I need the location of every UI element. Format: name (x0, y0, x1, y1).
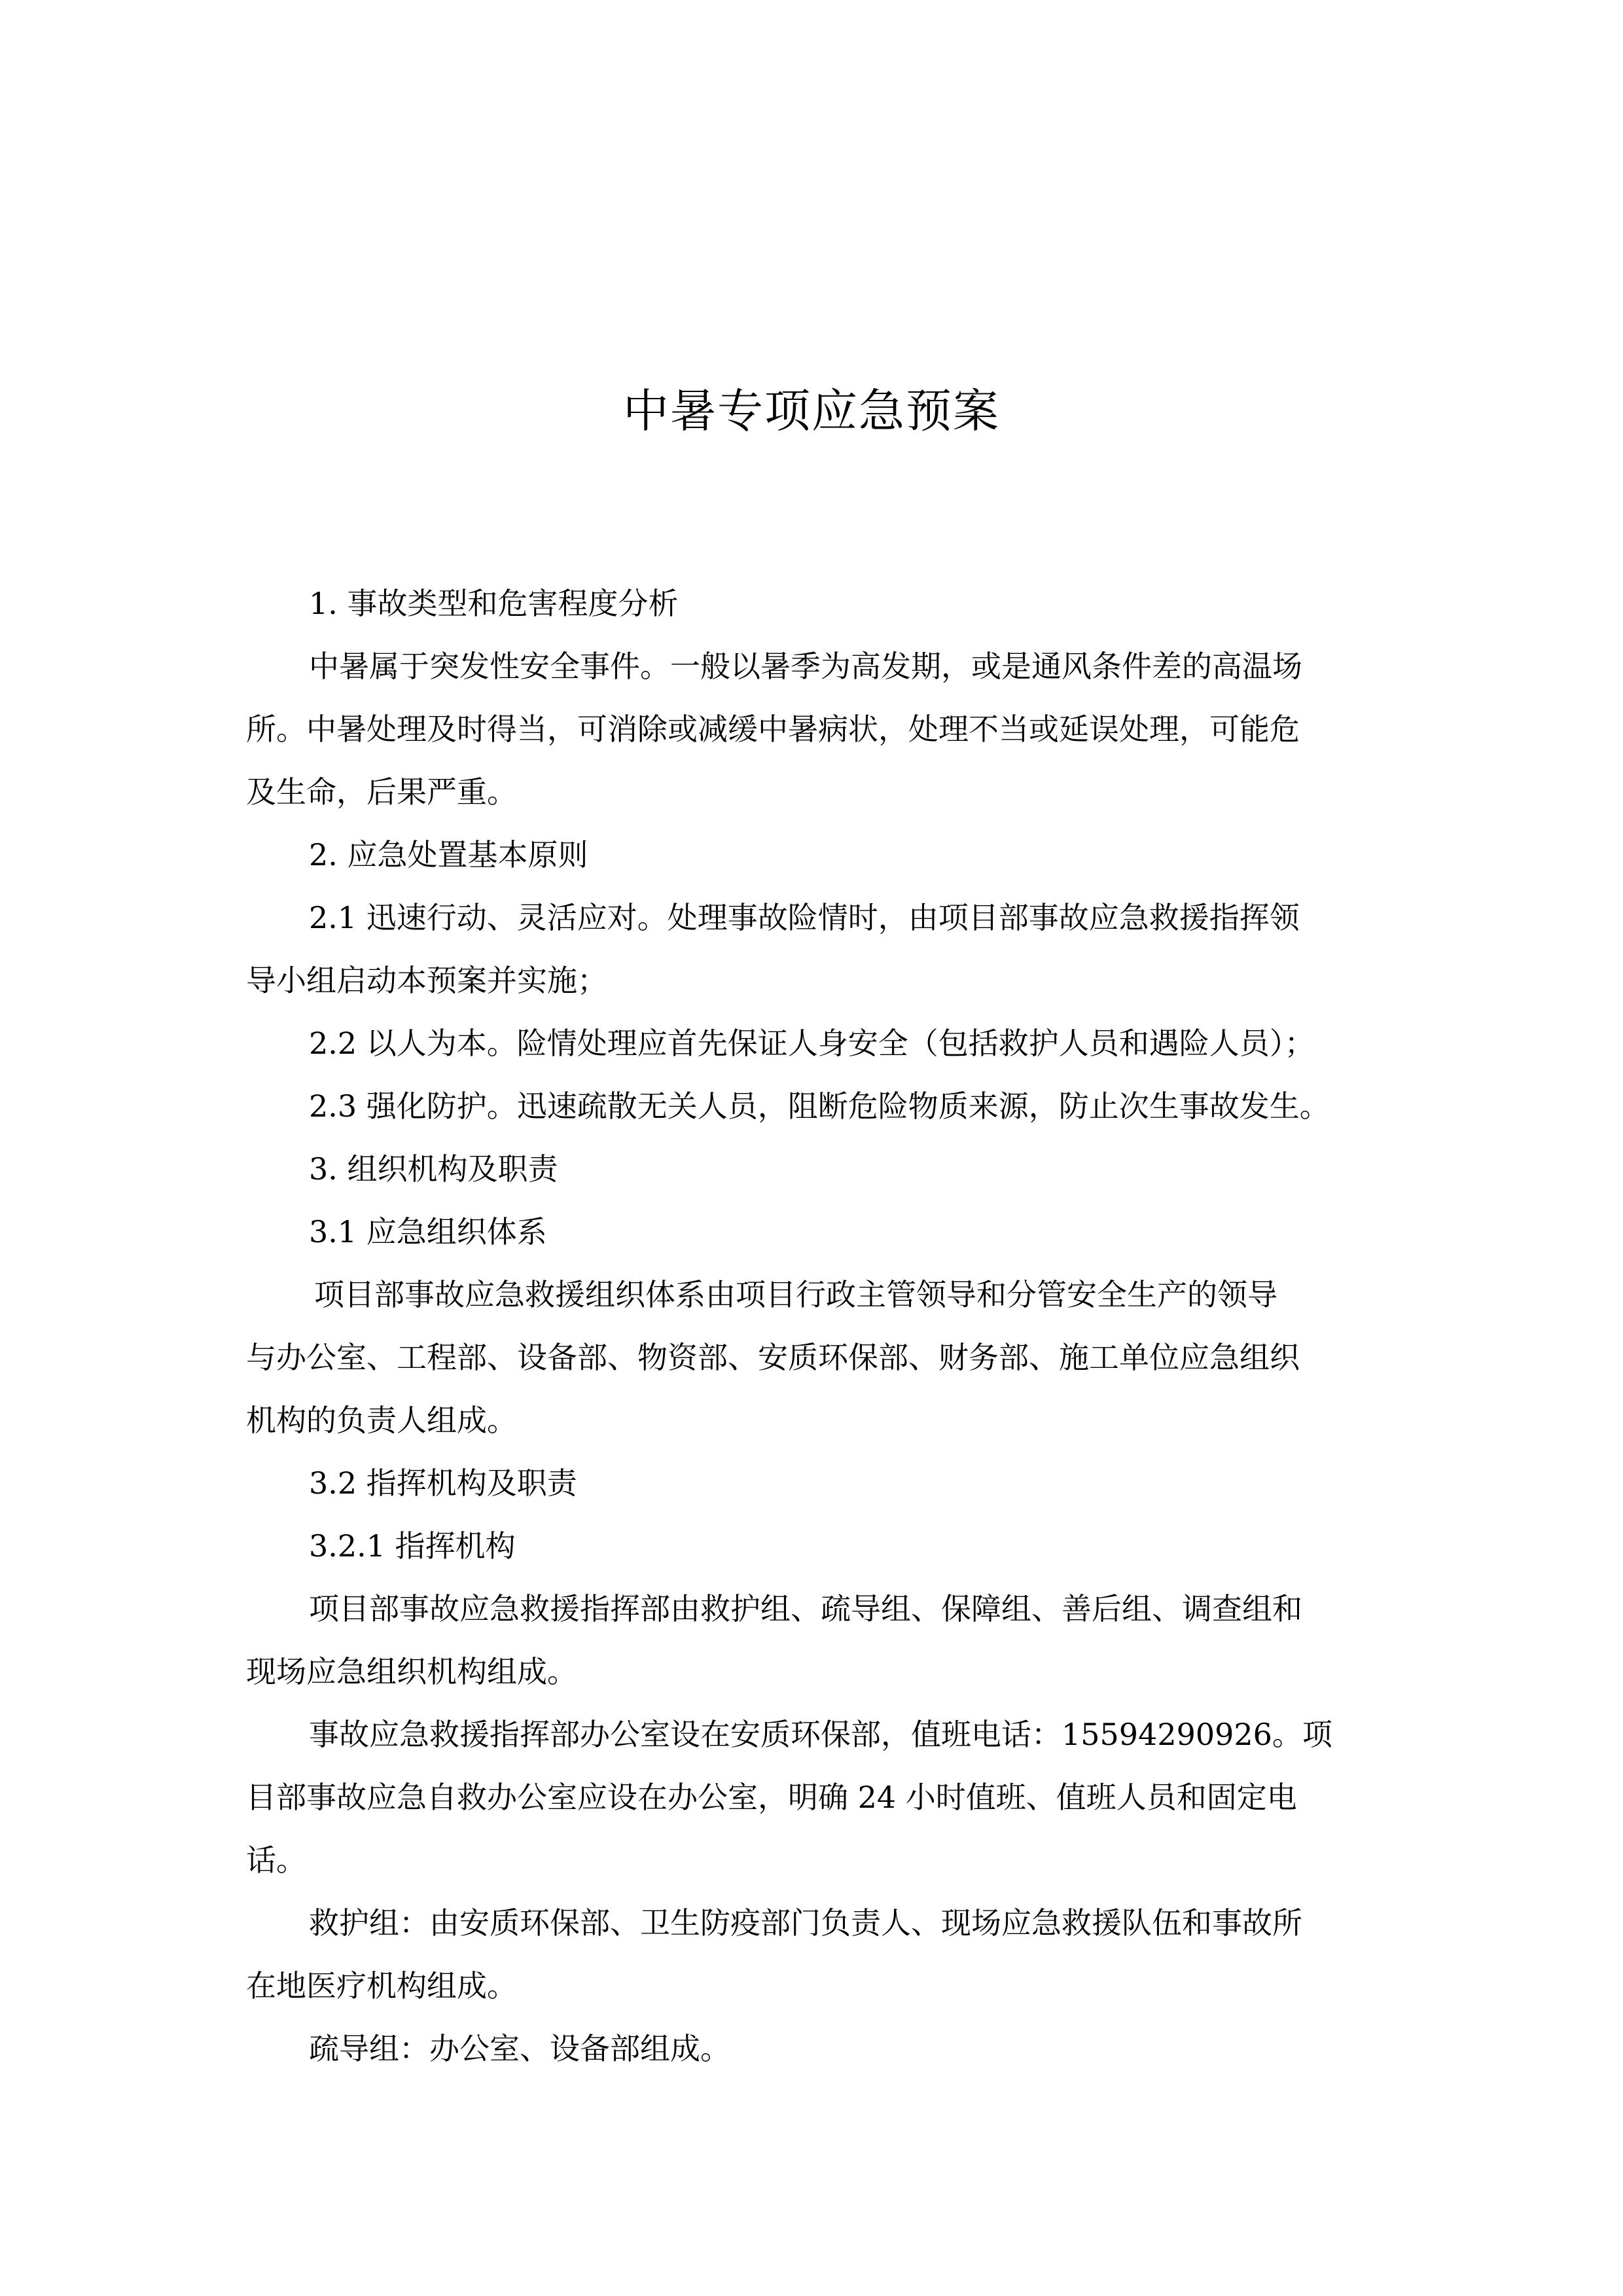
paragraph-line: 导小组启动本预案并实施； (246, 963, 607, 998)
section-heading-1: 1. 事故类型和危害程度分析 (309, 586, 679, 621)
subsection-heading-3-2-1: 3.2.1 指挥机构 (309, 1528, 516, 1564)
paragraph-line: 机构的负责人组成。 (246, 1403, 517, 1438)
section-heading-2: 2. 应急处置基本原则 (309, 837, 588, 872)
paragraph-line: 救护组：由安质环保部、卫生防疫部门负责人、现场应急救援队伍和事故所 (309, 1905, 1302, 1941)
paragraph-line: 疏导组：办公室、设备部组成。 (309, 2031, 730, 2066)
paragraph-line: 现场应急组织机构组成。 (246, 1654, 577, 1689)
paragraph-line: 及生命，后果严重。 (246, 774, 517, 810)
paragraph-line: 2.1 迅速行动、灵活应对。处理事故险情时，由项目部事故应急救援指挥领 (309, 900, 1300, 935)
paragraph-line: 与办公室、工程部、设备部、物资部、安质环保部、财务部、施工单位应急组织 (246, 1340, 1300, 1375)
document-title: 中暑专项应急预案 (623, 384, 1000, 438)
subsection-heading-3-1: 3.1 应急组织体系 (309, 1214, 547, 1249)
paragraph-line: 目部事故应急自救办公室应设在办公室，明确 24 小时值班、值班人员和固定电 (246, 1780, 1297, 1815)
paragraph-line: 项目部事故应急救援组织体系由项目行政主管领导和分管安全生产的领导 (314, 1277, 1277, 1312)
paragraph-line: 话。 (246, 1842, 306, 1878)
subsection-heading-3-2: 3.2 指挥机构及职责 (309, 1465, 577, 1501)
paragraph-line: 在地医疗机构组成。 (246, 1968, 517, 2003)
paragraph-line: 2.2 以人为本。险情处理应首先保证人身安全（包括救护人员和遇险人员）； (309, 1026, 1315, 1061)
section-heading-3: 3. 组织机构及职责 (309, 1151, 558, 1187)
paragraph-line: 所。中暑处理及时得当，可消除或减缓中暑病状，处理不当或延误处理，可能危 (246, 711, 1300, 747)
paragraph-line: 中暑属于突发性安全事件。一般以暑季为高发期，或是通风条件差的高温场 (309, 649, 1302, 684)
paragraph-line: 项目部事故应急救援指挥部由救护组、疏导组、保障组、善后组、调查组和 (309, 1591, 1302, 1626)
paragraph-line: 2.3 强化防护。迅速疏散无关人员，阻断危险物质来源，防止次生事故发生。 (309, 1088, 1330, 1124)
paragraph-line: 事故应急救援指挥部办公室设在安质环保部，值班电话：15594290926。项 (309, 1717, 1332, 1752)
